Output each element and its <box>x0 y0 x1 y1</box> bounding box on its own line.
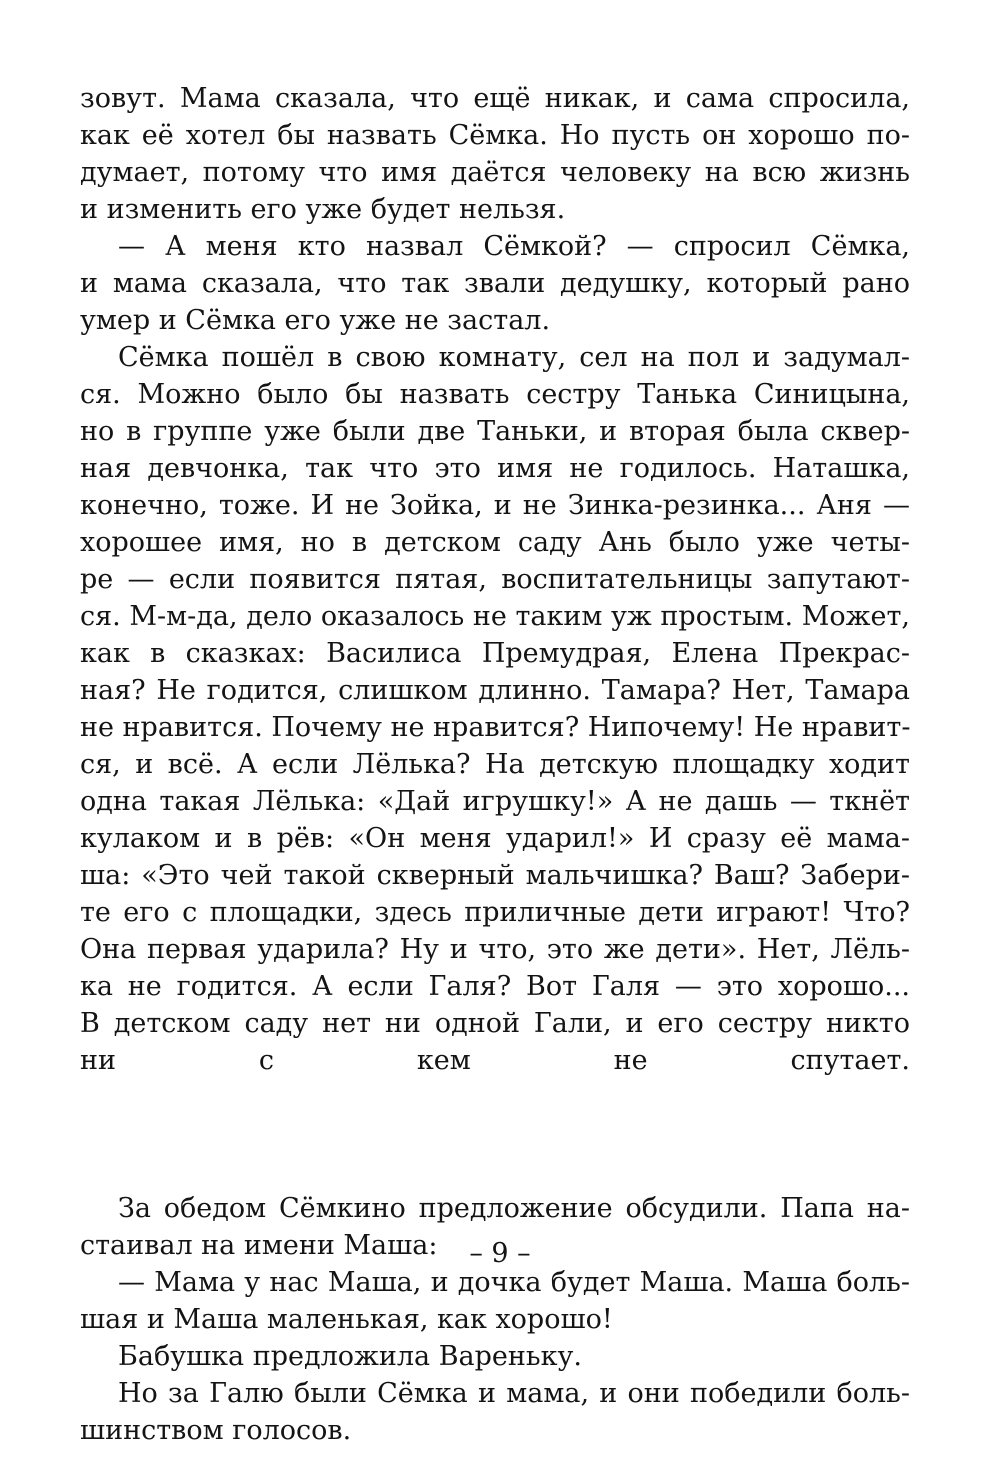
text-line: Бабушка предложила Вареньку. <box>118 1341 582 1372</box>
text-line: В детском саду нет ни одной Гали, и его сестру никто <box>80 1008 910 1039</box>
text-line: Сёмка пошёл в свою комнату, сел на пол и задумал- <box>118 342 910 373</box>
text-line: ре — если появится пятая, воспитательницы запутают- <box>80 564 910 595</box>
text-line <box>80 1116 910 1153</box>
text-line: — Мама у нас Маша, и дочка будет Маша. Маша боль- <box>118 1267 910 1298</box>
text-line: как её хотел бы назвать Сёмка. Но пусть он хорошо по- <box>80 120 910 151</box>
text-line: ка не годится. А если Галя? Вот Галя — это хорошо... <box>80 971 910 1002</box>
paragraph <box>80 1375 910 1449</box>
paragraph <box>80 228 910 339</box>
text-line: и мама сказала, что так звали дедушку, который рано <box>80 268 910 299</box>
text-line: — А меня кто назвал Сёмкой? — спросил Сёмка, <box>118 231 910 262</box>
text-line: ся, и всё. А если Лёлька? На детскую площадку ходит <box>80 749 910 780</box>
text-line <box>80 1079 910 1116</box>
text-line: стаивал на имени Маша: <box>80 1230 438 1261</box>
text-line: но в группе уже были две Таньки, и вторая была сквер- <box>80 416 910 447</box>
text-line: и изменить его уже будет нельзя. <box>80 194 566 225</box>
text-line: хорошее имя, но в детском саду Ань было уже четы- <box>80 527 910 558</box>
text-line: зовут. Мама сказала, что ещё никак, и сама спросила, <box>80 83 910 114</box>
paragraph <box>80 1338 910 1375</box>
text-line: ная? Не годится, слишком длинно. Тамара? Нет, Тамара <box>80 675 910 706</box>
text-line: ся. М-м-да, дело оказалось не таким уж простым. Может, <box>80 601 910 632</box>
text-line: Но за Галю были Сёмка и мама, и они победили боль- <box>118 1378 910 1409</box>
paragraph <box>80 339 910 1190</box>
text-line: ся. Можно было бы назвать сестру Танька Синицына, <box>80 379 910 410</box>
text-line: одна такая Лёлька: «Дай игрушку!» А не дашь — ткнёт <box>80 786 910 817</box>
text-line: умер и Сёмка его уже не застал. <box>80 305 551 336</box>
text-line: ша: «Это чей такой скверный мальчишка? Ваш? Забери- <box>80 860 910 891</box>
text-line: те его с площадки, здесь приличные дети играют! Что? <box>80 897 910 928</box>
text-line: не нравится. Почему не нравится? Нипочему! Не нравит- <box>80 712 910 743</box>
paragraph <box>80 80 910 228</box>
paragraph <box>80 1264 910 1338</box>
text-line: За обедом Сёмкино предложение обсудили. Папа на- <box>118 1193 910 1224</box>
text-line <box>80 1153 910 1190</box>
text-line: кулаком и в рёв: «Он меня ударил!» И сразу её мама- <box>80 823 910 854</box>
page-number: – 9 – <box>469 1238 531 1269</box>
text-line: шинством голосов. <box>80 1415 352 1446</box>
text-line: Она первая ударила? Ну и что, это же дети». Нет, Лёль- <box>80 934 910 965</box>
text-line: конечно, тоже. И не Зойка, и не Зинка-резинка... Аня — <box>80 490 910 521</box>
text-line: шая и Маша маленькая, как хорошо! <box>80 1304 613 1335</box>
text-line: ни с кем не спутает. <box>80 1045 910 1076</box>
text-line: думает, потому что имя даётся человеку на всю жизнь <box>80 157 910 188</box>
text-line: как в сказках: Василиса Премудрая, Елена Прекрас- <box>80 638 910 669</box>
text-line: ная девчонка, так что это имя не годилось. Наташка, <box>80 453 910 484</box>
